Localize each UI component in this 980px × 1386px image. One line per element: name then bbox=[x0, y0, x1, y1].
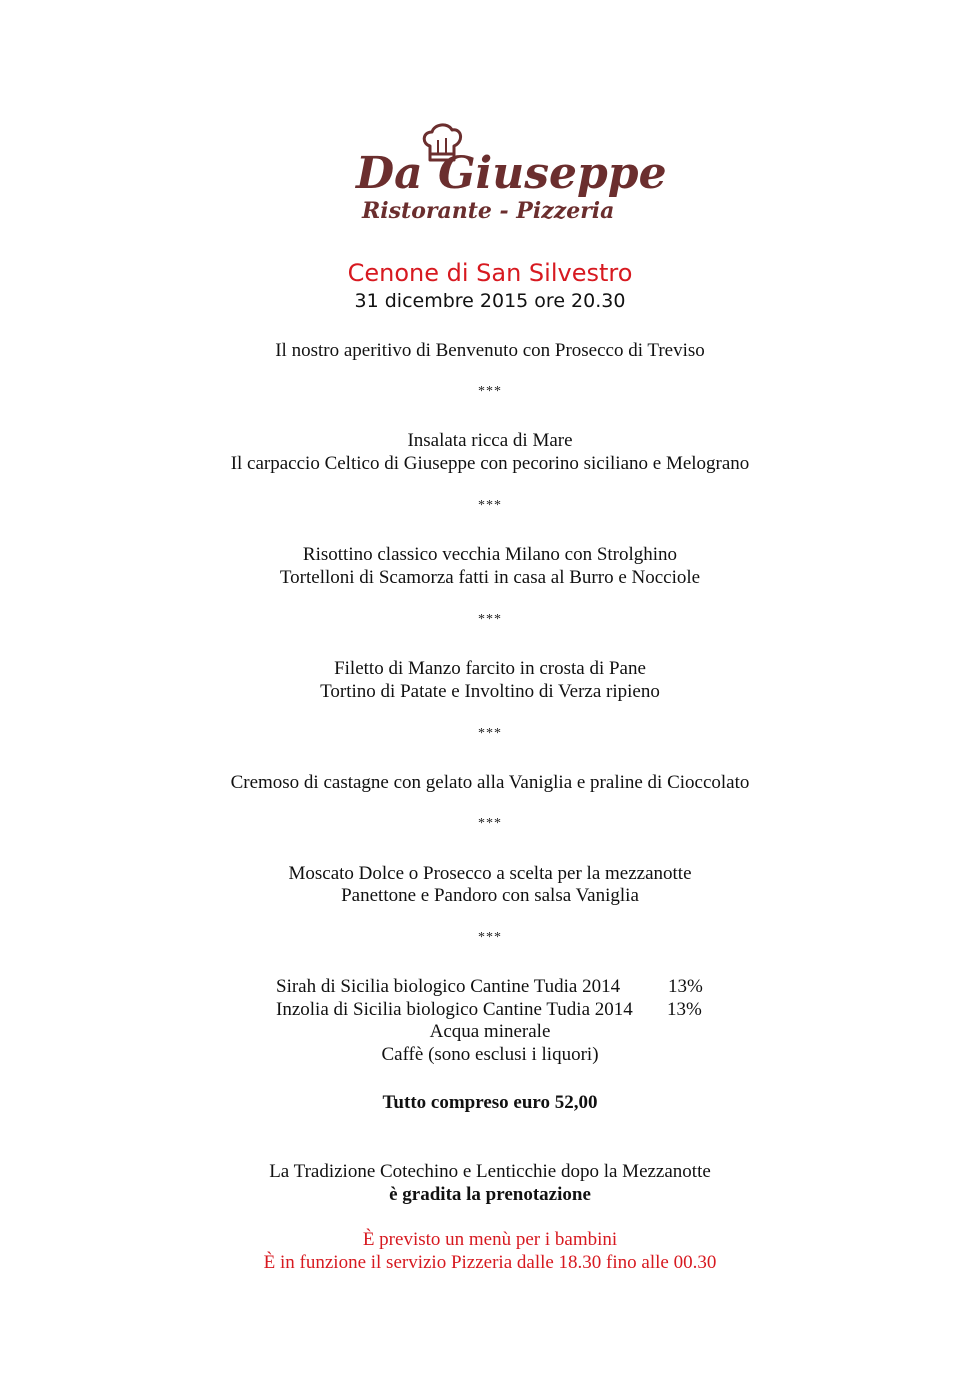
tradition-note: La Tradizione Cotechino e Lenticchie dopo la Mezzanotte bbox=[269, 1161, 711, 1182]
restaurant-logo bbox=[340, 118, 667, 238]
course-line: Il nostro aperitivo di Benvenuto con Prosecco di Treviso bbox=[275, 340, 705, 361]
separator: *** bbox=[478, 612, 502, 627]
separator: *** bbox=[478, 498, 502, 513]
event-date: 31 dicembre 2015 ore 20.30 bbox=[354, 290, 626, 312]
course-line: Panettone e Pandoro con salsa Vaniglia bbox=[341, 885, 639, 906]
event-title: Cenone di San Silvestro bbox=[347, 259, 633, 287]
water-line: Acqua minerale bbox=[429, 1021, 551, 1042]
coffee-line: Caffè (sono esclusi i liquori) bbox=[381, 1044, 599, 1065]
course-line: Tortino di Patate e Involtino di Verza ripieno bbox=[320, 681, 660, 702]
kids-menu-note: È previsto un menù per i bambini bbox=[362, 1229, 618, 1250]
separator: *** bbox=[478, 816, 502, 831]
separator: *** bbox=[478, 726, 502, 741]
course-line: Cremoso di castagne con gelato alla Vaniglia e praline di Cioccolato bbox=[230, 772, 750, 793]
restaurant-tagline: Ristorante - Pizzeria bbox=[362, 198, 615, 224]
wine-name: Sirah di Sicilia biologico Cantine Tudia 2014 bbox=[276, 976, 621, 997]
course-line: Risottino classico vecchia Milano con Strolghino bbox=[302, 544, 678, 565]
wine-abv: 13% bbox=[667, 999, 702, 1020]
course-line: Insalata ricca di Mare bbox=[407, 430, 573, 451]
course-line: Moscato Dolce o Prosecco a scelta per la mezzanotte bbox=[288, 863, 692, 884]
wine-name: Inzolia di Sicilia biologico Cantine Tudia 2014 bbox=[276, 999, 633, 1020]
course-line: Tortelloni di Scamorza fatti in casa al Burro e Nocciole bbox=[279, 567, 701, 588]
course-line: Il carpaccio Celtico di Giuseppe con pecorino siciliano e Melograno bbox=[230, 453, 750, 474]
wine-abv: 13% bbox=[668, 976, 703, 997]
pizzeria-note: È in funzione il servizio Pizzeria dalle 18.30 fino alle 00.30 bbox=[263, 1252, 717, 1273]
reservation-note: è gradita la prenotazione bbox=[389, 1184, 591, 1205]
restaurant-name: Da Giuseppe bbox=[356, 148, 667, 199]
course-line: Filetto di Manzo farcito in crosta di Pane bbox=[334, 658, 646, 679]
separator: *** bbox=[478, 384, 502, 399]
separator: *** bbox=[478, 930, 502, 945]
price-line: Tutto compreso euro 52,00 bbox=[382, 1092, 598, 1113]
